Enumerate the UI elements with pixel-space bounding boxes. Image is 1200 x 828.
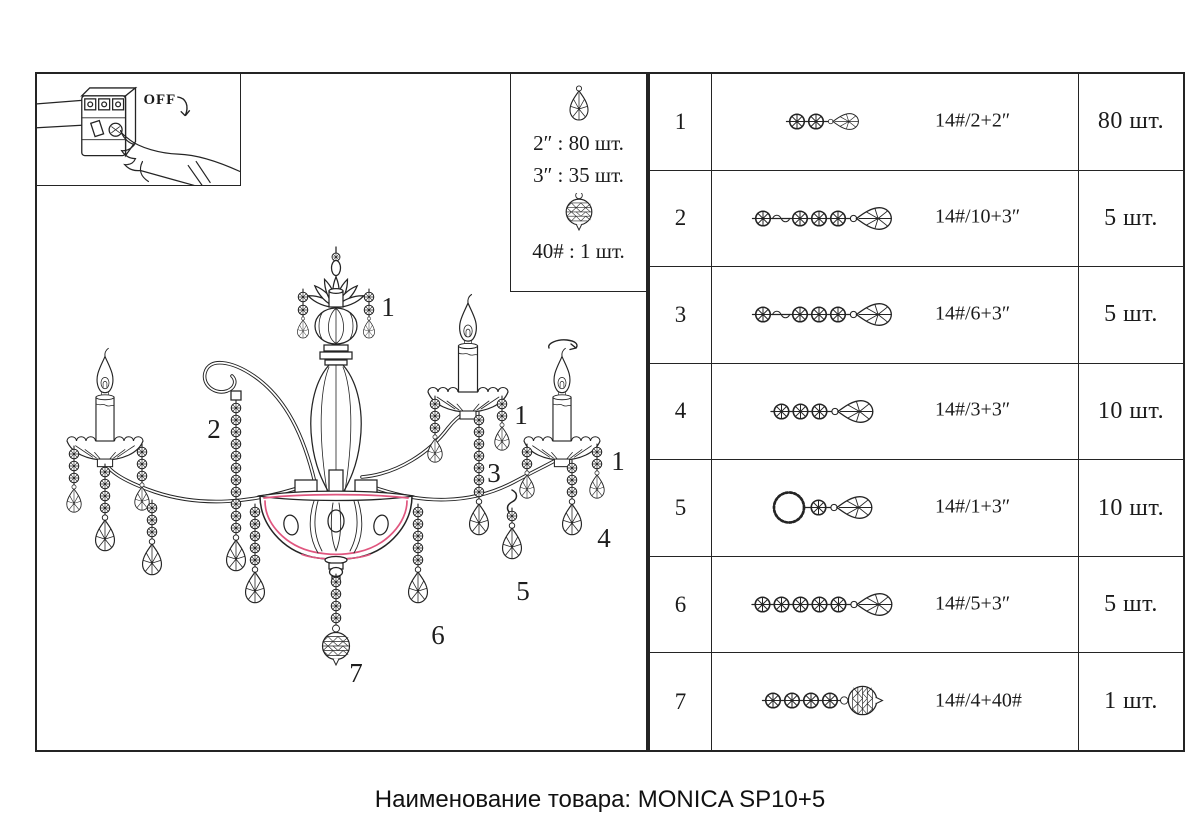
part-code: 14#/10+3″: [935, 205, 1021, 228]
part-drawing: [712, 171, 935, 266]
part-drawing-cell: [712, 364, 1079, 460]
part-number-cell: 4: [650, 364, 712, 460]
part-number-cell: 2: [650, 171, 712, 267]
part-drawing: [712, 267, 935, 362]
part-code: 14#/2+2″: [935, 109, 1011, 132]
part-code: 14#/1+3″: [935, 495, 1011, 518]
part-drawing: [712, 557, 935, 652]
part-drawing: [712, 364, 935, 459]
part-number-cell: 7: [650, 653, 712, 750]
part-qty-cell: 5 шт.: [1104, 204, 1158, 231]
part-qty-cell: 80 шт.: [1097, 108, 1165, 135]
part-drawing: [712, 653, 935, 748]
callout-number: 5: [516, 576, 530, 606]
callout-number: 7: [349, 658, 363, 688]
legend-line: 2″ : 80 шт.: [533, 131, 624, 155]
callout-number: 1: [514, 400, 528, 430]
power-off-inset: [37, 74, 241, 186]
parts-table: [648, 72, 1185, 752]
callout-number: 1: [381, 292, 395, 322]
part-number-cell: 3: [650, 267, 712, 363]
part-drawing: [712, 460, 935, 555]
callout-number: 4: [597, 523, 611, 553]
power-off-illustration: [37, 74, 240, 185]
part-number-cell: 1: [650, 74, 712, 170]
part-qty-cell: 1 шт.: [1104, 688, 1158, 715]
part-qty-cell: 5 шт.: [1104, 301, 1158, 328]
table-row: [650, 557, 1183, 654]
din-rail: [37, 100, 82, 127]
table-row: [650, 267, 1183, 364]
table-row: [650, 653, 1183, 750]
callout-number: 2: [207, 414, 221, 444]
part-code: 14#/4+40#: [935, 689, 1022, 712]
table-row: [650, 171, 1183, 268]
table-row: [650, 364, 1183, 461]
legend-line: 3″ : 35 шт.: [533, 163, 624, 187]
callout-number: 1: [611, 446, 625, 476]
part-qty-cell: 10 шт.: [1097, 494, 1165, 521]
table-row: [650, 460, 1183, 557]
ball-crystal-icon: [563, 192, 595, 234]
drawing-box: [35, 72, 648, 752]
hand: [121, 131, 240, 186]
callout-number: 6: [431, 620, 445, 650]
part-code: 14#/5+3″: [935, 592, 1011, 615]
callout-number: 3: [487, 458, 501, 488]
part-number-cell: 5: [650, 460, 712, 556]
table-row: [650, 74, 1183, 171]
crystal-legend: [510, 74, 646, 292]
part-number-cell: 6: [650, 557, 712, 653]
part-code: 14#/6+3″: [935, 302, 1011, 325]
legend-line: 40# : 1 шт.: [532, 239, 625, 263]
part-drawing-cell: [712, 653, 1079, 750]
product-title: Наименование товара: MONICA SP10+5: [374, 786, 826, 813]
part-drawing-cell: [712, 74, 1079, 170]
part-drawing-cell: [712, 557, 1079, 653]
part-drawing-cell: [712, 267, 1079, 363]
part-drawing-cell: [712, 171, 1079, 267]
part-qty-cell: 5 шт.: [1104, 591, 1158, 618]
part-drawing-cell: [712, 460, 1079, 556]
rotate-arrow-icon: [549, 340, 577, 350]
teardrop-crystal-icon: [566, 84, 592, 126]
off-label: OFF: [143, 91, 177, 108]
off-arrow-icon: [177, 97, 189, 116]
part-code: 14#/3+3″: [935, 399, 1011, 422]
part-qty-cell: 10 шт.: [1097, 397, 1165, 424]
part-drawing: [712, 74, 935, 169]
